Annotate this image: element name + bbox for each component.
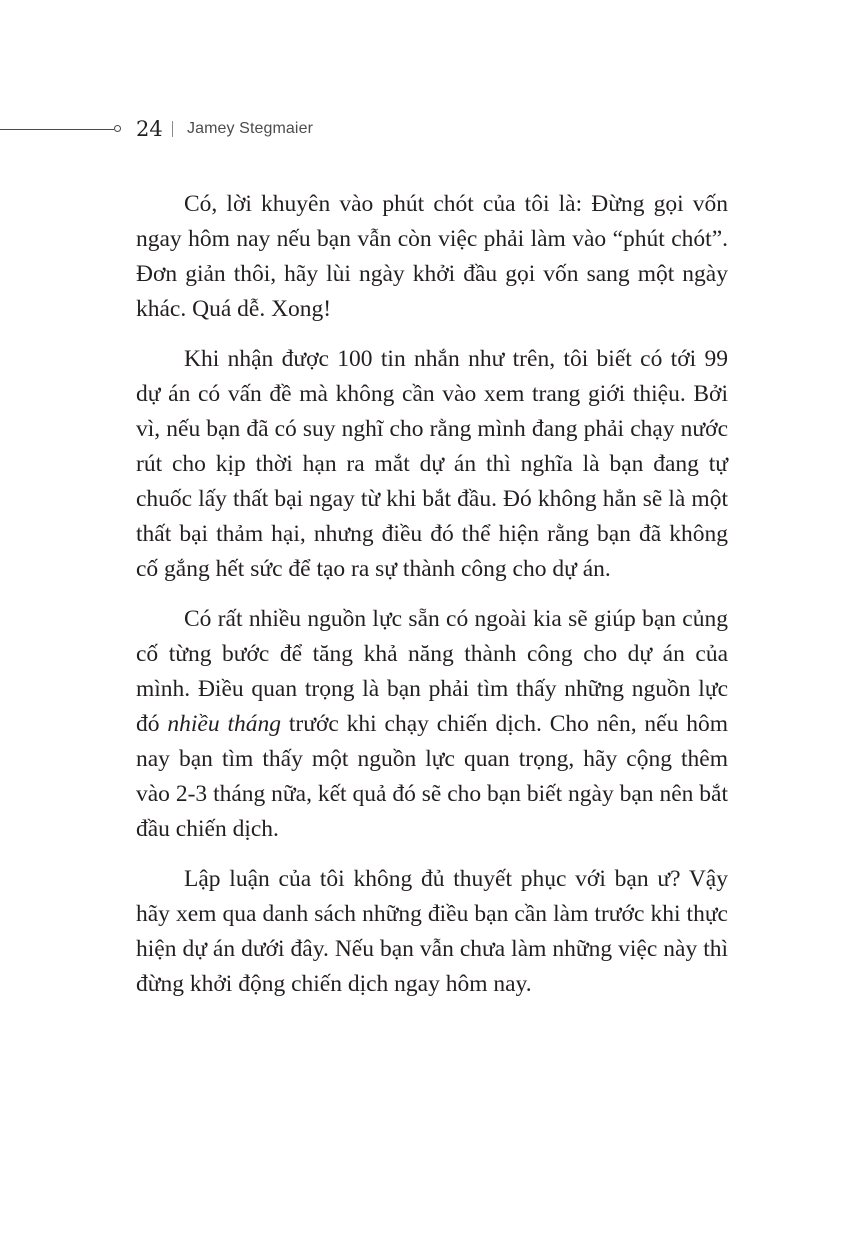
- paragraph-2: Khi nhận được 100 tin nhắn như trên, tôi biết có tới 99 dự án có vấn đề mà không cần vào xem trang giới thiệu. Bởi vì, nếu bạn đã có suy nghĩ cho rằng mình đang phải chạy nước rút cho kịp thời hạn ra mắt dự án thì nghĩa là bạn đang tự chuốc lấy thất bại ngay từ khi bắt đầu. Đó không hẳn sẽ là một thất bại thảm hại, nhưng điều đó thể hiện rằng bạn đã không cố gắng hết sức để tạo ra sự thành công cho dự án.: [136, 346, 728, 582]
- paragraph-3-emphasis: nhiều tháng: [167, 711, 281, 737]
- header-rule: [0, 129, 114, 130]
- page-number: 24: [136, 117, 163, 141]
- paragraph-1: Có, lời khuyên vào phút chót của tôi là: Đừng gọi vốn ngay hôm nay nếu bạn vẫn còn việc phải làm vào “phút chót”. Đơn giản thôi, hãy lùi ngày khởi đầu gọi vốn sang một ngày khác. Quá dễ. Xong!: [136, 191, 728, 322]
- body-text: [136, 187, 728, 1017]
- paragraph-3-part-2: trước khi chạy chiến dịch. Cho nên, nếu hôm nay bạn tìm thấy một nguồn lực quan trọng, hãy cộng thêm vào 2-3 tháng nữa, kết quả đó sẽ cho bạn biết ngày bạn nên bắt đầu chiến dịch.: [136, 711, 728, 842]
- paragraph-4: Lập luận của tôi không đủ thuyết phục với bạn ư? Vậy hãy xem qua danh sách những điều bạn cần làm trước khi thực hiện dự án dưới đây. Nếu bạn vẫn chưa làm những việc này thì đừng khởi động chiến dịch ngay hôm nay.: [136, 866, 728, 997]
- paragraph-3: [136, 602, 728, 847]
- page-header: [0, 113, 844, 145]
- running-head-author: Jamey Stegmaier: [187, 120, 313, 137]
- header-ornament-circle: [114, 125, 121, 132]
- header-separator: [172, 121, 173, 137]
- paragraph-3-part-1: Có rất nhiều nguồn lực sẵn có ngoài kia sẽ giúp bạn củng cố từng bước để tăng khả năng thành công cho dự án của mình. Điều quan trọng là bạn phải tìm thấy những nguồn lực đó: [136, 606, 728, 737]
